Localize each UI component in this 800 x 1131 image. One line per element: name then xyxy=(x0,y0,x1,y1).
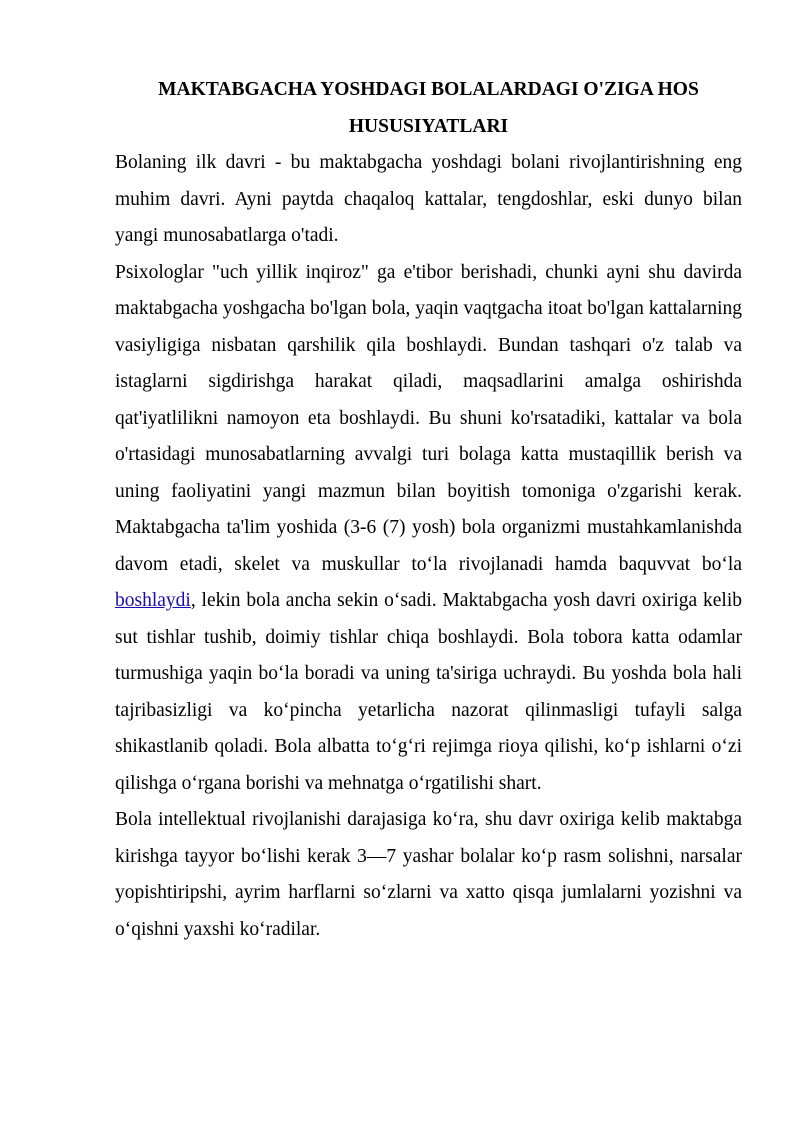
paragraph-2-text-end: , lekin bola ancha sekin o‘sadi. Maktabgacha yosh davri oxiriga kelib sut tishlar tushib, doimiy tishlar chiqa boshlaydi. Bola tobora katta odamlar turmushiga yaqin bo‘la boradi va uning ta'siriga uchraydi. Bu yoshda bola hali tajribasizligi va ko‘pincha yetarlicha nazorat qilinmasligi tufayli salga shikastlanib qoladi. Bola albatta to‘g‘ri rejimga rioya qilishi, ko‘p ishlarni o‘zi qilishga o‘rgana borishi va mehnatga o‘rgatilishi shart. xyxy=(115,590,742,794)
boshlaydi-link[interactable]: boshlaydi xyxy=(115,590,191,611)
paragraph-1: Bolaning ilk davri - bu maktabgacha yoshdagi bolani rivojlantirishning eng muhim davri. Ayni paytda chaqaloq kattalar, tengdoshlar, eski dunyo bilan yangi munosabatlarga o'tadi. xyxy=(115,152,742,246)
paragraph-3: Bola intellektual rivojlanishi darajasiga ko‘ra, shu davr oxiriga kelib maktabga kirishga tayyor bo‘lishi kerak 3—7 yashar bolalar ko‘p rasm solishni, narsalar yopishtiripshi, ayrim harflarni so‘zlarni va xatto qisqa jumlalarni yozishni va o‘qishni yaxshi ko‘radilar. xyxy=(115,809,742,940)
paragraph-2-text-start: Psixologlar "uch yillik inqiroz" ga e'tibor berishadi, chunki ayni shu davirda maktabgacha yoshgacha bo'lgan bola, yaqin vaqtgacha itoat bo'lgan kattalarning vasiyligiga nisbatan qarshilik qila boshlaydi. Bundan tashqari o'z talab va istaglarni sigdirishga harakat qiladi, maqsadlarini amalga oshirishda qat'iyatlilikni namoyon eta boshlaydi. Bu shuni ko'rsatadiki, kattalar va bola o'rtasidagi munosabatlarning avvalgi turi bolaga katta mustaqillik berish va uning faoliyatini yangi mazmun bilan boyitish tomoniga o'zgarishi kerak. Maktabgacha ta'lim yoshida (3-6 (7) yosh) bola organizmi mustahkamlanishda davom etadi, skelet va muskullar to‘la rivojlanadi hamda baquvvat bo‘la xyxy=(115,261,742,575)
paragraph-2 xyxy=(115,255,742,803)
document-title: MAKTABGACHA YOSHDAGI BOLALARDAGI O'ZIGA HOS HUSUSIYATLARI xyxy=(158,79,699,137)
document-page xyxy=(115,72,742,948)
